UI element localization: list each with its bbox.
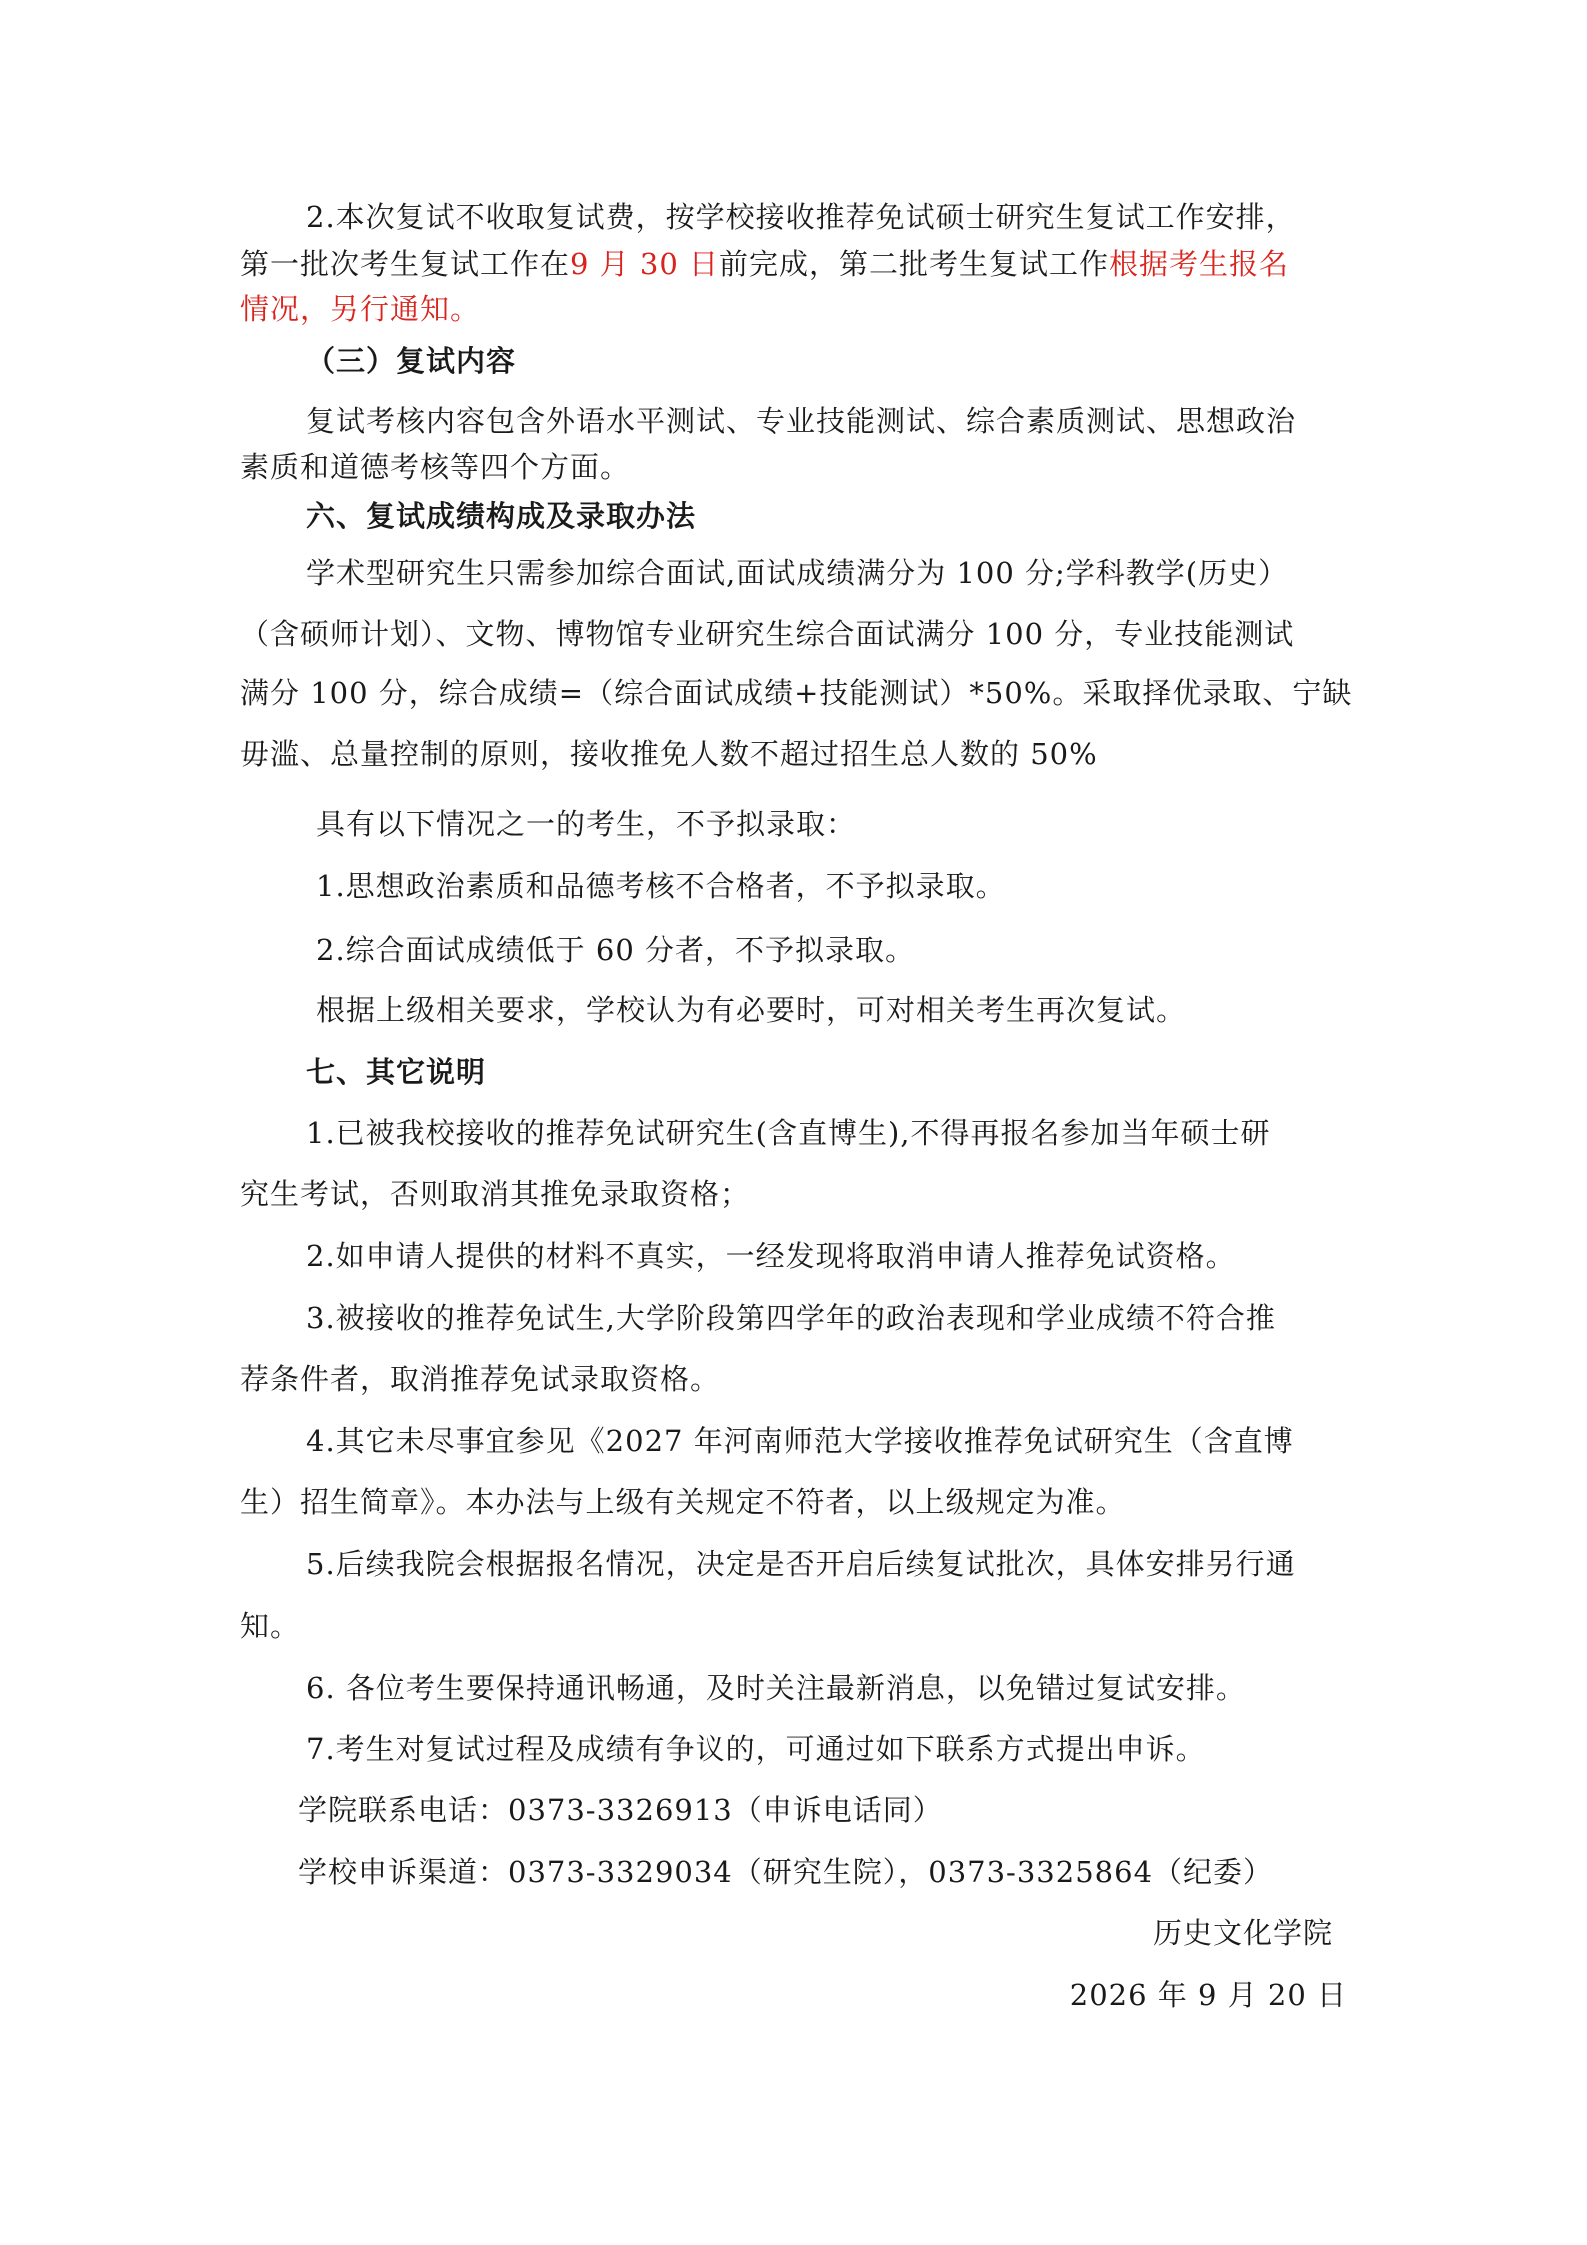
other-item-1-line-2: 究生考试，否则取消其推免录取资格； (240, 1177, 751, 1211)
first-batch-date: 9 月 30 日 (570, 247, 720, 281)
paragraph-fee-line-1: 2.本次复试不收取复试费，按学校接收推荐免试硕士研究生复试工作安排， (306, 200, 1296, 234)
signature-date: 2026 年 9 月 20 日 (1069, 1978, 1347, 2012)
paragraph-fee-line-3: 情况，另行通知。 (240, 292, 481, 326)
appeal-channel: 学校申诉渠道：0373-3329034（研究生院），0373-3325864（纪委） (298, 1855, 1274, 1889)
score-line-3: 满分 100 分，综合成绩=（综合面试成绩+技能测试）*50%。采取择优录取、宁缺 (240, 676, 1353, 710)
other-item-6: 6. 各位考生要保持通讯畅通，及时关注最新消息，以免错过复试安排。 (306, 1671, 1246, 1705)
contact-phone: 学院联系电话：0373-3326913（申诉电话同） (298, 1793, 943, 1827)
other-item-2: 2.如申请人提供的材料不真实，一经发现将取消申请人推荐免试资格。 (306, 1239, 1236, 1273)
score-line-2: （含硕师计划）、文物、博物馆专业研究生综合面试满分 100 分，专业技能测试 (240, 617, 1295, 651)
section-heading-other: 七、其它说明 (306, 1055, 487, 1089)
other-item-4-line-1: 4.其它未尽事宜参见《2027 年河南师范大学接收推荐免试研究生（含直博 (306, 1424, 1294, 1458)
condition-intro: 具有以下情况之一的考生，不予拟录取： (316, 807, 857, 841)
other-item-5-line-2: 知。 (240, 1609, 301, 1643)
content-line-1: 复试考核内容包含外语水平测试、专业技能测试、综合素质测试、思想政治 (306, 404, 1297, 438)
score-line-4: 毋滥、总量控制的原则，接收推免人数不超过招生总人数的 50% (240, 737, 1098, 771)
other-item-4-line-2: 生）招生简章》。本办法与上级有关规定不符者，以上级规定为准。 (240, 1485, 1126, 1519)
paragraph-fee-line-2: 第一批次考生复试工作在9 月 30 日前完成，第二批考生复试工作根据考生报名 (240, 247, 1290, 281)
other-item-3-line-1: 3.被接收的推荐免试生,大学阶段第四学年的政治表现和学业成绩不符合推 (306, 1301, 1276, 1335)
other-item-3-line-2: 荐条件者，取消推荐免试录取资格。 (240, 1362, 721, 1396)
other-item-1-line-1: 1.已被我校接收的推荐免试研究生(含直博生),不得再报名参加当年硕士研 (306, 1116, 1271, 1150)
other-item-5-line-1: 5.后续我院会根据报名情况，决定是否开启后续复试批次，具体安排另行通 (306, 1547, 1296, 1581)
section-heading-content: （三）复试内容 (306, 344, 517, 378)
second-batch-note: 根据考生报名 (1109, 247, 1290, 281)
score-line-1: 学术型研究生只需参加综合面试,面试成绩满分为 100 分;学科教学(历史） (306, 556, 1289, 590)
other-item-7: 7.考生对复试过程及成绩有争议的，可通过如下联系方式提出申诉。 (306, 1732, 1206, 1766)
signature-org: 历史文化学院 (1152, 1916, 1333, 1950)
condition-item-2: 2.综合面试成绩低于 60 分者，不予拟录取。 (316, 933, 916, 967)
section-heading-scoring: 六、复试成绩构成及录取办法 (306, 499, 697, 533)
content-line-2: 素质和道德考核等四个方面。 (240, 450, 631, 484)
condition-item-1: 1.思想政治素质和品德考核不合格者，不予拟录取。 (316, 869, 1006, 903)
condition-recheck: 根据上级相关要求，学校认为有必要时，可对相关考生再次复试。 (316, 993, 1187, 1027)
